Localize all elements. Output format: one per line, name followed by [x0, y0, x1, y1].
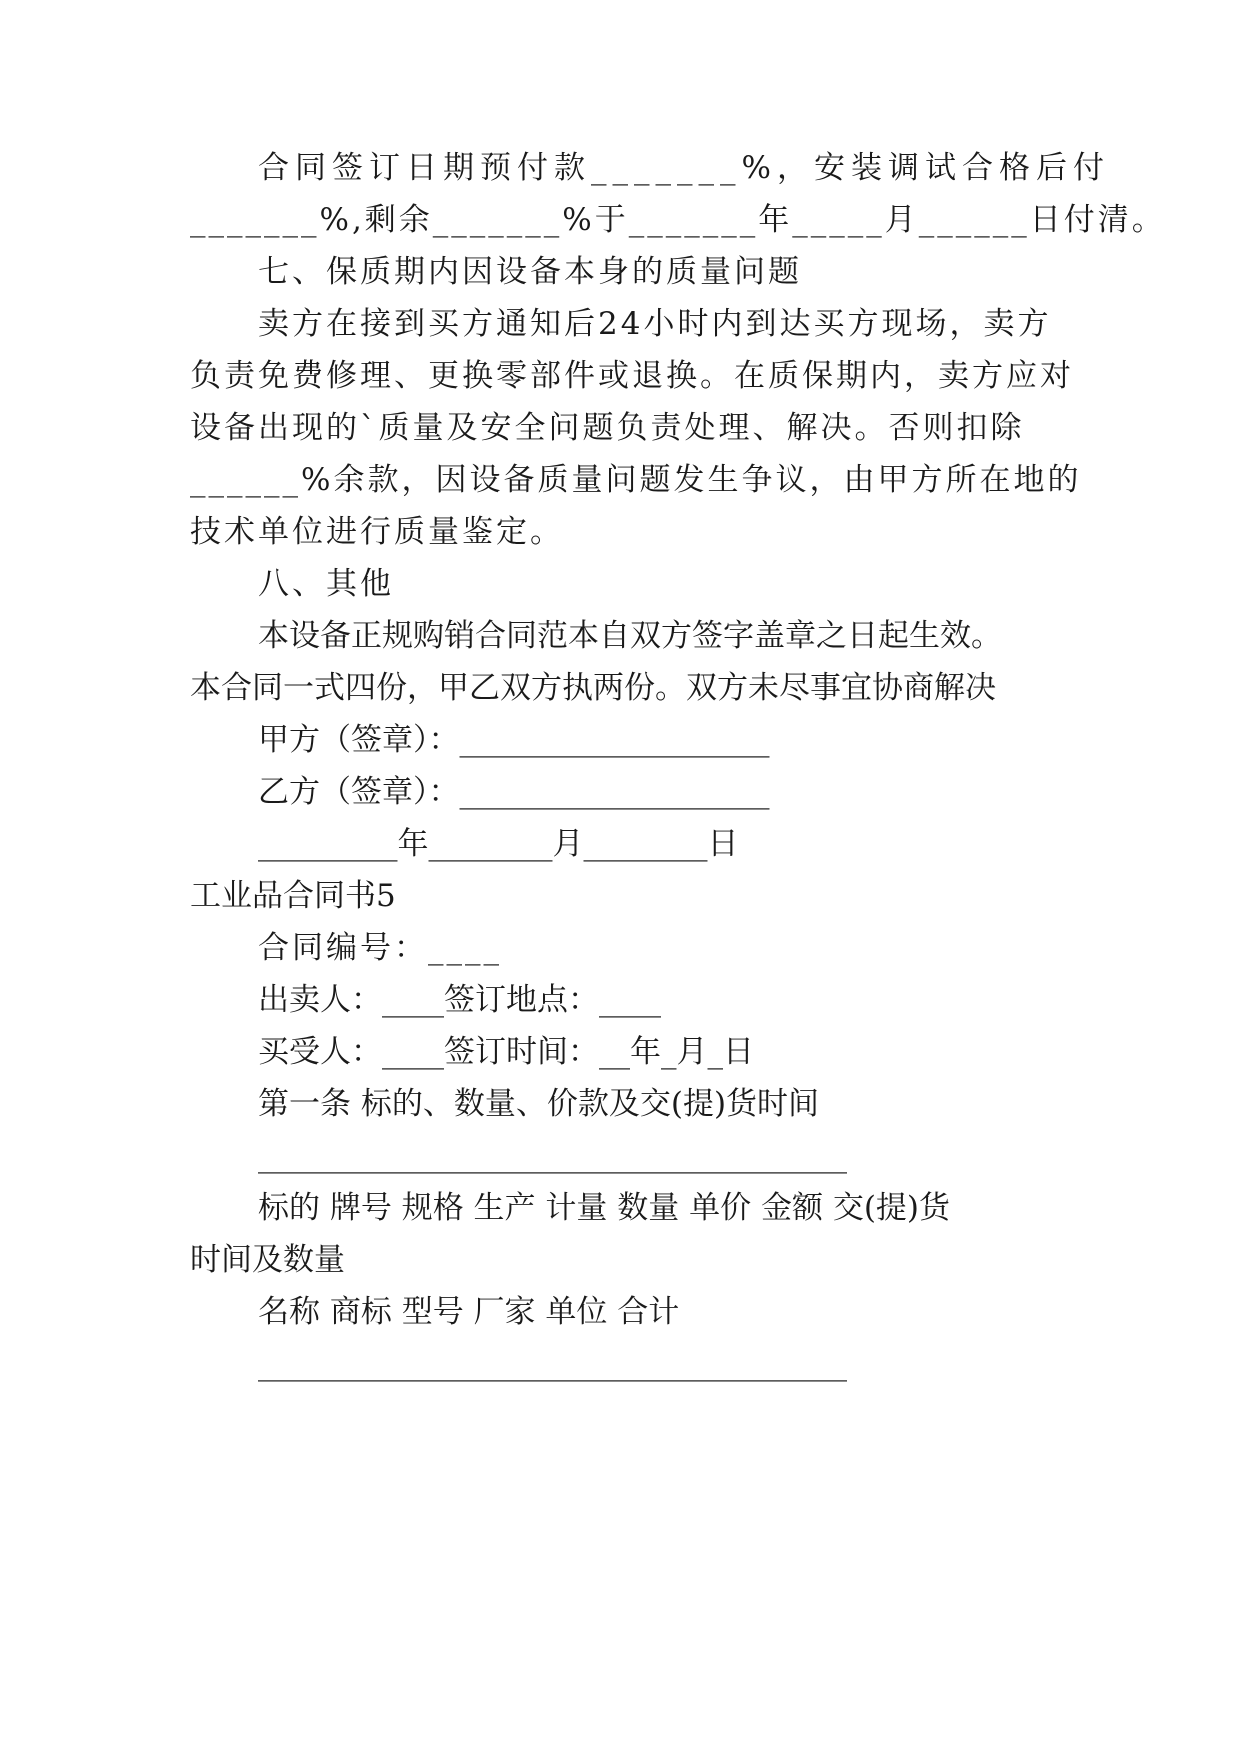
table-header-row-1: 标的 牌号 规格 生产 计量 数量 单价 金额 交(提)货 [258, 1190, 951, 1226]
warranty-paragraph-line-3: 设备出现的`质量及安全问题负责处理、解决。否则扣除 [190, 410, 1025, 446]
table-header-row-2: 名称 商标 型号 厂家 单位 合计 [258, 1294, 680, 1330]
effect-paragraph-line-1: 本设备正规购销合同范本自双方签字盖章之日起生效。 [258, 618, 1002, 654]
table-header-row-1-continued: 时间及数量 [190, 1242, 345, 1278]
section-8-heading: 八、其他 [258, 566, 394, 602]
seller-line: 出卖人：____签订地点：____ [258, 982, 661, 1018]
contract-title: 工业品合同书5 [190, 878, 396, 914]
contract-number-line: 合同编号：____ [258, 930, 502, 966]
buyer-line: 买受人：____签订时间：__年_月_日 [258, 1034, 754, 1070]
effect-paragraph-line-2: 本合同一式四份，甲乙双方执两份。双方未尽事宜协商解决 [190, 670, 996, 706]
date-line: _________年________月________日 [258, 826, 739, 862]
table-separator-bottom: ______________________________________ [258, 1346, 847, 1382]
table-separator-top: ______________________________________ [258, 1138, 847, 1174]
warranty-paragraph-line-5: 技术单位进行质量鉴定。 [190, 514, 564, 550]
section-7-heading: 七、保质期内因设备本身的质量问题 [258, 254, 802, 290]
payment-terms-line-1: 合同签订日期预付款_______%，安装调试合格后付 [258, 150, 1110, 186]
payment-terms-line-2: _______%,剩余_______%于_______年_____月______日付清。 [190, 202, 1166, 238]
warranty-paragraph-line-2: 负责免费修理、更换零部件或退换。在质保期内，卖方应对 [190, 358, 1074, 394]
warranty-paragraph-line-4: ______%余款，因设备质量问题发生争议，由甲方所在地的 [190, 462, 1082, 498]
warranty-paragraph-line-1: 卖方在接到买方通知后24小时内到达买方现场，卖方 [258, 306, 1052, 342]
party-a-signature-line: 甲方（签章）：____________________ [258, 722, 770, 758]
article-1-heading: 第一条 标的、数量、价款及交(提)货时间 [258, 1086, 820, 1122]
party-b-signature-line: 乙方（签章）：____________________ [258, 774, 770, 810]
